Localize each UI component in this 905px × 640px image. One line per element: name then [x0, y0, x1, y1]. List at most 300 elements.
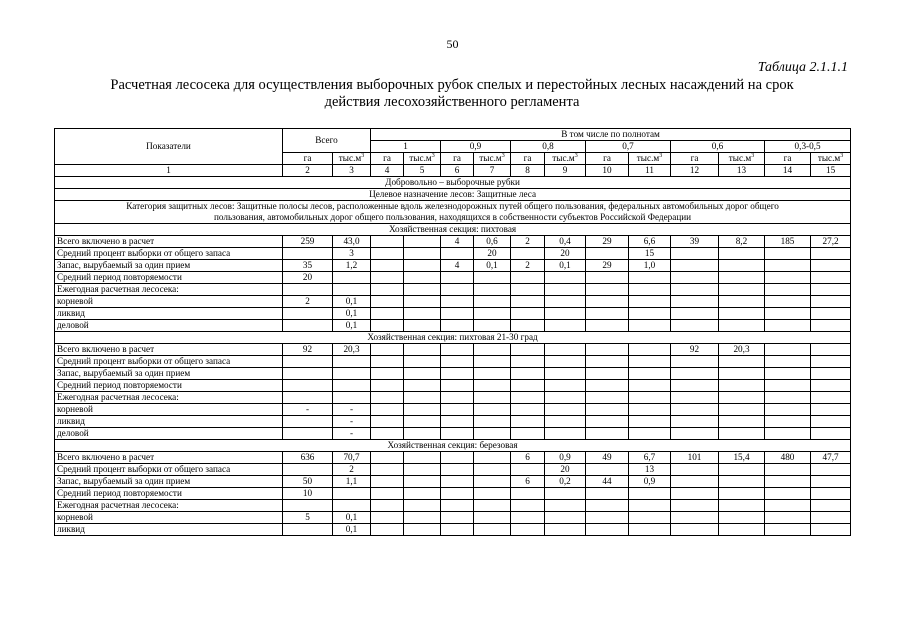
table-cell: 0,2	[545, 476, 586, 488]
table-cell	[719, 500, 765, 512]
table-cell	[765, 284, 811, 296]
table-cell	[586, 248, 629, 260]
table-cell	[404, 236, 441, 248]
table-cell	[474, 524, 511, 536]
table-cell	[474, 272, 511, 284]
table-cell	[511, 248, 545, 260]
table-cell	[371, 356, 404, 368]
table-cell	[371, 368, 404, 380]
table-cell: 3	[333, 248, 371, 260]
table-cell	[371, 260, 404, 272]
table-cell: 35	[283, 260, 333, 272]
table-cell: 20	[474, 248, 511, 260]
table-cell	[765, 392, 811, 404]
cut-type-title: Добровольно – выборочные рубки	[55, 177, 851, 189]
table-cell	[629, 356, 671, 368]
table-cell	[474, 464, 511, 476]
table-cell	[765, 380, 811, 392]
column-number: 2	[283, 165, 333, 177]
table-cell	[474, 416, 511, 428]
table-cell	[719, 356, 765, 368]
table-cell	[371, 272, 404, 284]
table-cell	[511, 320, 545, 332]
table-cell	[719, 404, 765, 416]
table-cell: 101	[671, 452, 719, 464]
table-cell	[719, 416, 765, 428]
column-number: 3	[333, 165, 371, 177]
table-cell	[629, 392, 671, 404]
table-cell: 6,7	[629, 452, 671, 464]
header-density-5: 0,3-0,5	[765, 141, 851, 153]
table-cell	[545, 284, 586, 296]
table-cell	[283, 380, 333, 392]
row-label: Средний процент выборки от общего запаса	[55, 248, 283, 260]
table-cell	[441, 248, 474, 260]
row-label: корневой	[55, 512, 283, 524]
table-cell: 636	[283, 452, 333, 464]
table-cell: 20,3	[333, 344, 371, 356]
category-line-2: пользования, автомобильных дорог общего пользования, находящихся в собственности субъектов Российской Федерации	[214, 212, 692, 222]
table-cell: 44	[586, 476, 629, 488]
table-cell	[719, 284, 765, 296]
unit-volume-sup: 3	[361, 153, 365, 160]
table-cell	[404, 392, 441, 404]
row-label: Всего включено в расчет	[55, 452, 283, 464]
table-cell	[283, 392, 333, 404]
table-cell	[586, 296, 629, 308]
table-cell	[811, 248, 851, 260]
table-cell	[511, 296, 545, 308]
table-cell: 5	[283, 512, 333, 524]
table-cell	[545, 392, 586, 404]
row-label: Запас, вырубаемый за один прием	[55, 260, 283, 272]
table-cell: 20	[545, 248, 586, 260]
section-row	[55, 332, 851, 344]
table-cell: 50	[283, 476, 333, 488]
table-cell: 6	[511, 452, 545, 464]
table-cell	[765, 524, 811, 536]
unit-volume-text: тыс.м	[338, 153, 362, 164]
table-cell	[811, 380, 851, 392]
row-label: Ежегодная расчетная лесосека:	[55, 392, 283, 404]
table-label: Таблица 2.1.1.1	[757, 60, 848, 75]
table-cell	[629, 416, 671, 428]
row-label: Ежегодная расчетная лесосека:	[55, 284, 283, 296]
table-cell	[586, 272, 629, 284]
table-cell	[719, 272, 765, 284]
header-unit-volume	[719, 153, 765, 165]
table-cell	[719, 368, 765, 380]
table-cell	[474, 368, 511, 380]
column-number: 7	[474, 165, 511, 177]
table-cell: 20	[283, 272, 333, 284]
table-cell	[545, 356, 586, 368]
cut-type-row	[55, 177, 851, 189]
table-cell	[404, 488, 441, 500]
table-cell	[441, 344, 474, 356]
table-cell	[404, 404, 441, 416]
row-label: корневой	[55, 404, 283, 416]
header-unit-ha: га	[441, 153, 474, 165]
table-cell	[371, 500, 404, 512]
table-cell	[474, 344, 511, 356]
table-cell	[474, 284, 511, 296]
table-cell	[404, 512, 441, 524]
table-cell: 6	[511, 476, 545, 488]
table-cell: 1,0	[629, 260, 671, 272]
header-unit-volume	[545, 153, 586, 165]
table-cell	[765, 248, 811, 260]
table-cell	[371, 512, 404, 524]
table-cell	[586, 416, 629, 428]
table-cell	[671, 512, 719, 524]
table-cell	[474, 356, 511, 368]
table-cell	[671, 368, 719, 380]
section-title: Хозяйственная секция: пихтовая 21-30 град	[55, 332, 851, 344]
table-cell	[586, 428, 629, 440]
table-cell	[671, 476, 719, 488]
table-cell	[671, 416, 719, 428]
row-label: Всего включено в расчет	[55, 344, 283, 356]
table-cell: 47,7	[811, 452, 851, 464]
column-number: 9	[545, 165, 586, 177]
table-cell	[371, 416, 404, 428]
table-cell	[511, 272, 545, 284]
table-cell	[404, 248, 441, 260]
table-cell	[404, 524, 441, 536]
table-cell	[404, 368, 441, 380]
table-cell: 4	[441, 260, 474, 272]
table-cell	[371, 380, 404, 392]
header-unit-volume	[333, 153, 371, 165]
table-cell	[371, 488, 404, 500]
table-cell	[474, 476, 511, 488]
section-row	[55, 440, 851, 452]
table-cell	[283, 428, 333, 440]
table-cell	[671, 284, 719, 296]
table-cell	[474, 500, 511, 512]
table-cell	[811, 320, 851, 332]
table-cell	[441, 308, 474, 320]
table-cell	[586, 404, 629, 416]
table-cell: -	[333, 404, 371, 416]
table-cell	[811, 296, 851, 308]
table-cell: 27,2	[811, 236, 851, 248]
table-cell: 29	[586, 236, 629, 248]
table-cell	[811, 488, 851, 500]
table-cell	[719, 428, 765, 440]
category-title	[55, 201, 851, 224]
table-cell	[586, 524, 629, 536]
table-cell: 0,1	[333, 320, 371, 332]
table-cell	[441, 368, 474, 380]
table-cell	[719, 320, 765, 332]
table-cell	[629, 272, 671, 284]
table-cell	[404, 296, 441, 308]
table-cell	[474, 392, 511, 404]
table-cell	[441, 380, 474, 392]
table-cell	[404, 320, 441, 332]
table-row	[55, 476, 851, 488]
table-cell: 0,1	[333, 524, 371, 536]
purpose-row	[55, 189, 851, 201]
table-cell	[511, 380, 545, 392]
table-cell	[283, 356, 333, 368]
table-cell	[333, 272, 371, 284]
table-cell	[511, 416, 545, 428]
table-row	[55, 284, 851, 296]
table-cell	[586, 500, 629, 512]
table-cell	[811, 272, 851, 284]
unit-volume-sup: 3	[431, 153, 435, 160]
category-line-1: Категория защитных лесов: Защитные полосы лесов, расположенные вдоль железнодорожных путей общего пользования, федеральных автомобильных дорог общего	[126, 201, 779, 211]
table-cell	[719, 512, 765, 524]
table-cell: 0,4	[545, 236, 586, 248]
table-row	[55, 380, 851, 392]
table-cell	[671, 524, 719, 536]
table-cell	[441, 272, 474, 284]
table-cell: 0,9	[545, 452, 586, 464]
column-number: 12	[671, 165, 719, 177]
table-cell: 0,6	[474, 236, 511, 248]
table-cell	[811, 260, 851, 272]
table-cell	[586, 308, 629, 320]
table-cell	[545, 272, 586, 284]
table-cell	[765, 428, 811, 440]
table-cell	[811, 416, 851, 428]
header-row-1	[55, 129, 851, 141]
table-cell	[283, 464, 333, 476]
table-cell	[371, 296, 404, 308]
table-cell: 4	[441, 236, 474, 248]
table-cell	[474, 308, 511, 320]
table-cell	[511, 344, 545, 356]
header-unit-ha: га	[671, 153, 719, 165]
table-cell	[474, 512, 511, 524]
table-cell	[765, 320, 811, 332]
table-cell: 39	[671, 236, 719, 248]
table-cell	[545, 380, 586, 392]
table-cell	[629, 368, 671, 380]
header-including: В том числе по полнотам	[371, 129, 851, 141]
table-cell	[586, 284, 629, 296]
title-line-2: действия лесохозяйственного регламента	[324, 94, 580, 110]
column-number: 14	[765, 165, 811, 177]
table-cell	[371, 524, 404, 536]
table-cell	[586, 488, 629, 500]
table-cell	[671, 320, 719, 332]
table-cell	[371, 476, 404, 488]
header-indicators: Показатели	[55, 129, 283, 165]
table-cell	[765, 296, 811, 308]
table-cell	[474, 404, 511, 416]
table-cell: -	[283, 404, 333, 416]
table-cell	[511, 404, 545, 416]
table-cell	[629, 524, 671, 536]
table-cell	[441, 428, 474, 440]
header-unit-ha: га	[371, 153, 404, 165]
table-cell	[371, 428, 404, 440]
table-cell	[811, 308, 851, 320]
table-cell	[545, 320, 586, 332]
table-cell	[765, 512, 811, 524]
unit-volume-text: тыс.м	[552, 153, 575, 164]
table-cell	[333, 356, 371, 368]
table-cell	[404, 464, 441, 476]
table-cell: 2	[283, 296, 333, 308]
table-cell: 259	[283, 236, 333, 248]
table-cell: 1,1	[333, 476, 371, 488]
table-cell	[545, 404, 586, 416]
table-cell	[371, 344, 404, 356]
table-cell	[811, 512, 851, 524]
table-cell	[511, 488, 545, 500]
table-cell: 0,1	[333, 296, 371, 308]
table-cell	[719, 524, 765, 536]
section-row	[55, 224, 851, 236]
unit-volume-text: тыс.м	[409, 153, 432, 164]
table-cell: 70,7	[333, 452, 371, 464]
page-number: 50	[446, 37, 459, 51]
table-cell	[545, 524, 586, 536]
unit-volume-sup: 3	[751, 153, 755, 160]
table-cell	[283, 320, 333, 332]
table-cell	[545, 308, 586, 320]
table-cell	[511, 512, 545, 524]
column-number: 13	[719, 165, 765, 177]
table-cell: 0,9	[629, 476, 671, 488]
table-cell	[545, 512, 586, 524]
table-cell	[811, 464, 851, 476]
row-label: Ежегодная расчетная лесосека:	[55, 500, 283, 512]
purpose-title: Целевое назначение лесов: Защитные леса	[55, 189, 851, 201]
table-cell	[545, 416, 586, 428]
table-cell: -	[333, 428, 371, 440]
table-cell	[333, 392, 371, 404]
table-cell	[671, 248, 719, 260]
title-line-1: Расчетная лесосека для осуществления выборочных рубок спелых и перестойных лесных насаждений на срок	[110, 77, 794, 93]
column-number: 8	[511, 165, 545, 177]
table-cell	[545, 344, 586, 356]
table-cell	[719, 488, 765, 500]
table-cell	[474, 452, 511, 464]
table-cell	[404, 260, 441, 272]
table-cell: 0,1	[474, 260, 511, 272]
table-cell	[811, 284, 851, 296]
row-label: ликвид	[55, 416, 283, 428]
row-label: Средний период повторяемости	[55, 380, 283, 392]
table-cell: 20,3	[719, 344, 765, 356]
table-row	[55, 524, 851, 536]
table-cell	[671, 500, 719, 512]
table-cell: 15	[629, 248, 671, 260]
table-cell	[629, 284, 671, 296]
table-row	[55, 392, 851, 404]
table-cell	[765, 464, 811, 476]
header-unit-volume	[811, 153, 851, 165]
table-cell	[371, 308, 404, 320]
table-cell	[333, 368, 371, 380]
table-cell	[404, 416, 441, 428]
table-cell	[545, 500, 586, 512]
table-cell	[474, 488, 511, 500]
table-cell	[811, 392, 851, 404]
row-label: Средний период повторяемости	[55, 488, 283, 500]
table-row	[55, 308, 851, 320]
table-cell	[586, 464, 629, 476]
table-cell	[545, 368, 586, 380]
table-cell	[671, 392, 719, 404]
table-cell	[511, 500, 545, 512]
header-total: Всего	[283, 129, 371, 153]
table-row	[55, 260, 851, 272]
section-title: Хозяйственная секция: пихтовая	[55, 224, 851, 236]
table-cell	[441, 452, 474, 464]
table-cell	[371, 284, 404, 296]
table-cell	[511, 368, 545, 380]
table-cell	[474, 320, 511, 332]
table-cell	[719, 248, 765, 260]
unit-volume-text: тыс.м	[636, 153, 660, 164]
table-cell: 49	[586, 452, 629, 464]
table-cell	[629, 296, 671, 308]
table-cell	[629, 488, 671, 500]
table-cell	[765, 344, 811, 356]
table-cell	[441, 524, 474, 536]
table-cell: 0,1	[333, 512, 371, 524]
table-cell	[371, 236, 404, 248]
table-title	[52, 77, 852, 111]
table-cell: 43,0	[333, 236, 371, 248]
header-row-numbers	[55, 165, 851, 177]
table-cell: 2	[511, 236, 545, 248]
table-cell: 29	[586, 260, 629, 272]
row-label: Запас, вырубаемый за один прием	[55, 368, 283, 380]
table-cell	[474, 428, 511, 440]
table-cell	[629, 320, 671, 332]
table-cell	[719, 476, 765, 488]
table-cell	[404, 380, 441, 392]
table-row	[55, 488, 851, 500]
header-unit-volume	[404, 153, 441, 165]
column-number: 11	[629, 165, 671, 177]
table-row	[55, 464, 851, 476]
table-cell	[629, 344, 671, 356]
table-cell	[371, 320, 404, 332]
table-cell	[371, 404, 404, 416]
table-cell	[441, 392, 474, 404]
table-cell	[371, 392, 404, 404]
table-cell	[719, 308, 765, 320]
table-cell	[629, 380, 671, 392]
table-cell	[765, 416, 811, 428]
table-cell	[511, 392, 545, 404]
header-unit-ha: га	[511, 153, 545, 165]
header-density-3: 0,7	[586, 141, 671, 153]
unit-volume-sup: 3	[574, 153, 578, 160]
table-cell	[283, 248, 333, 260]
table-cell	[811, 428, 851, 440]
table-cell	[765, 404, 811, 416]
table-cell	[333, 380, 371, 392]
table-cell: 2	[511, 260, 545, 272]
row-label: Всего включено в расчет	[55, 236, 283, 248]
column-number: 6	[441, 165, 474, 177]
table-cell	[474, 380, 511, 392]
table-cell: 92	[283, 344, 333, 356]
table-cell	[811, 344, 851, 356]
table-cell	[441, 284, 474, 296]
